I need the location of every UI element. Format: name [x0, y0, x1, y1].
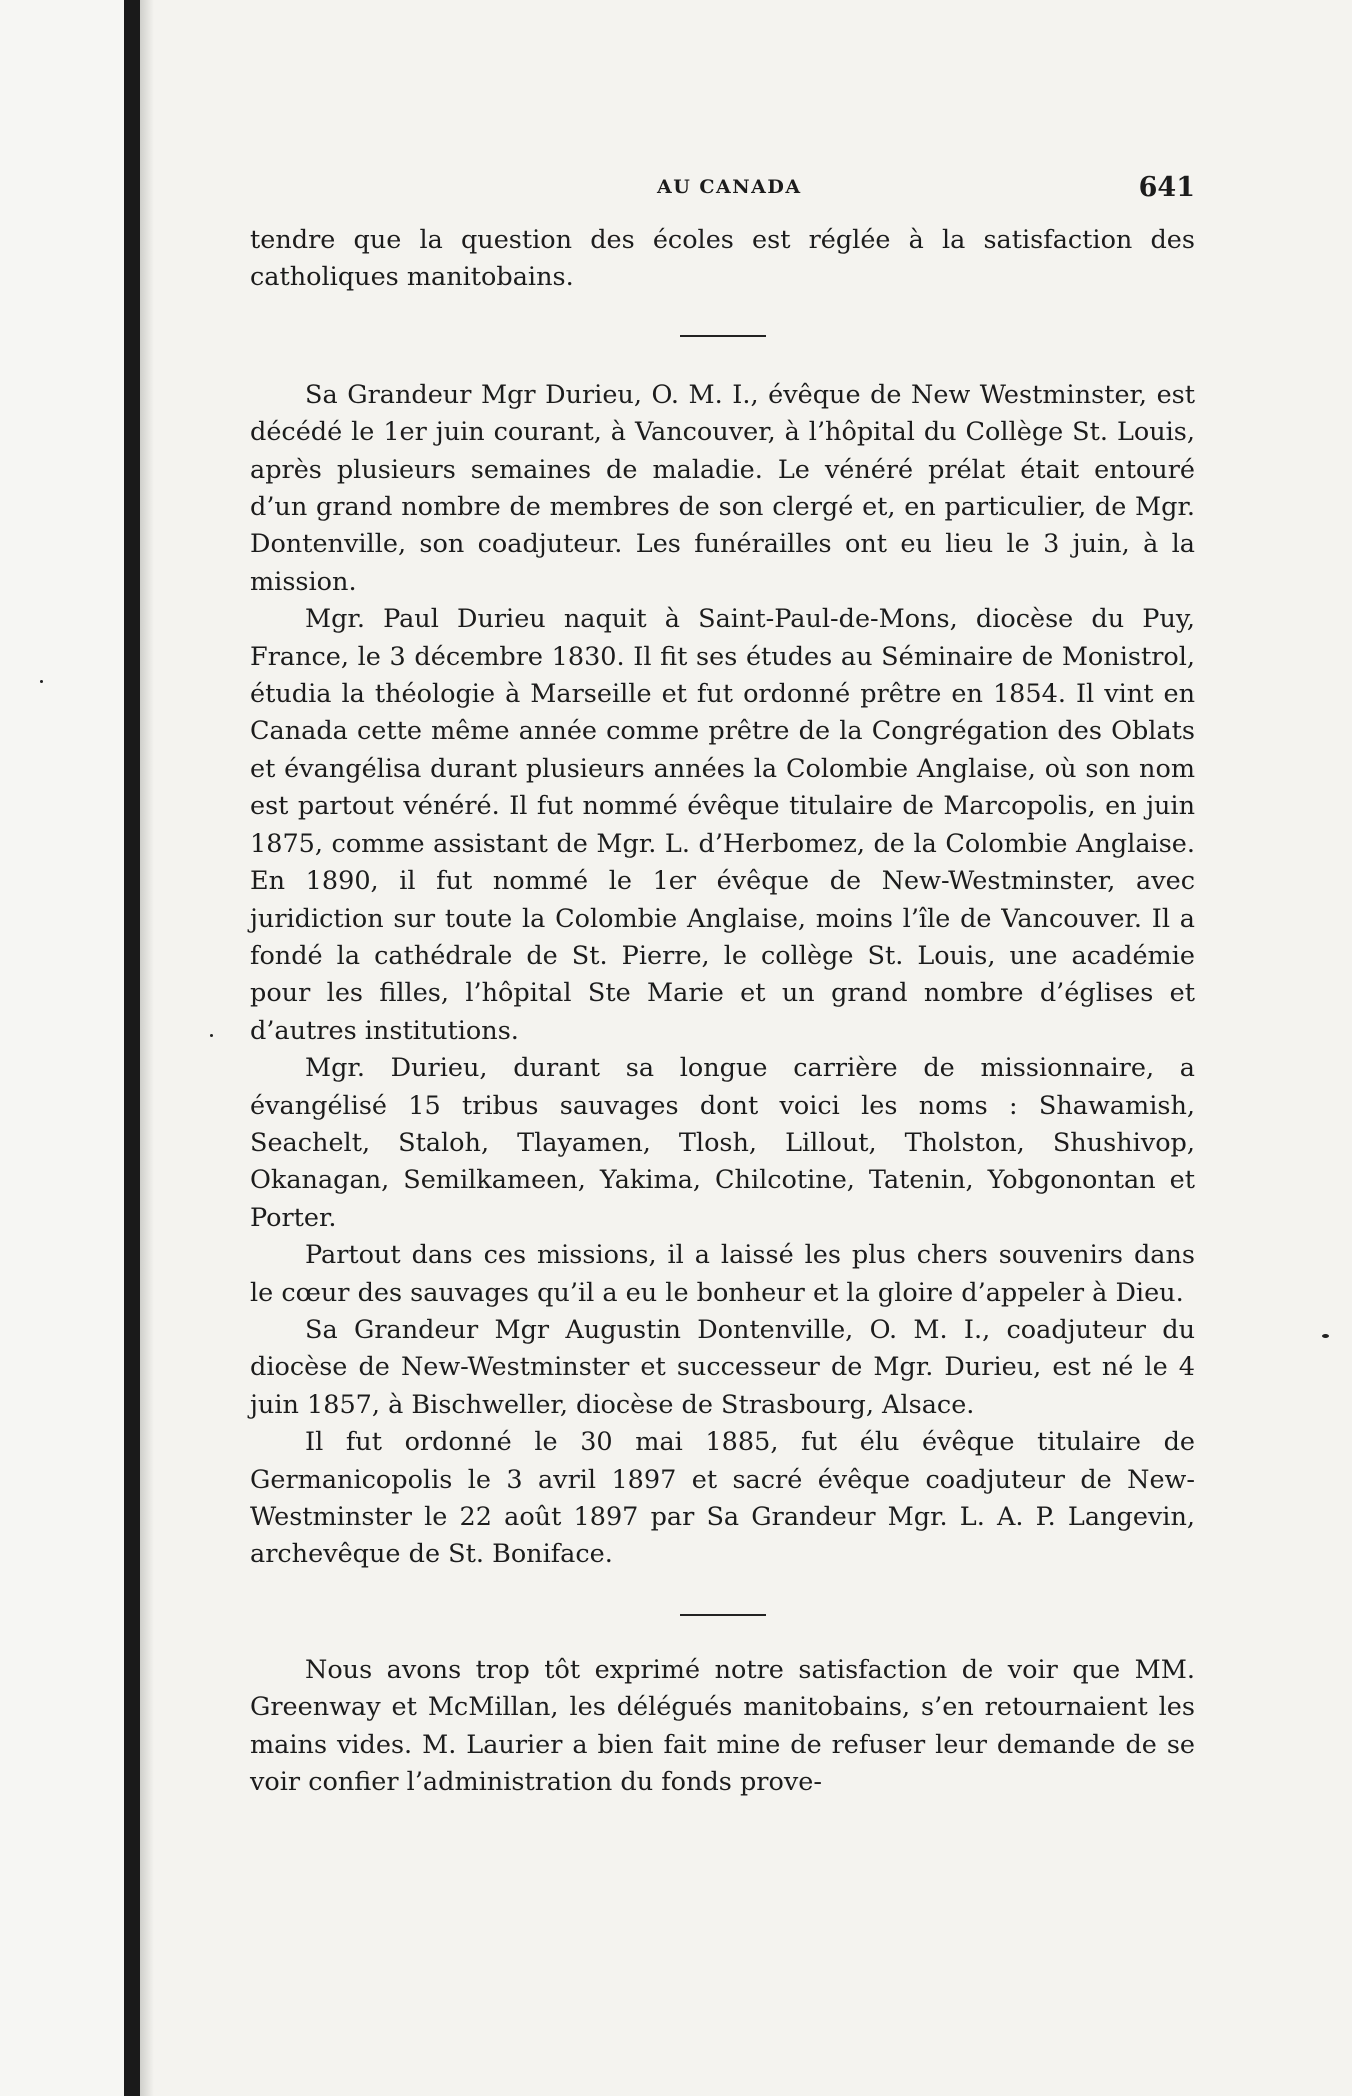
scan-speck [1322, 1334, 1329, 1338]
section-separator [680, 335, 766, 337]
paragraph-durieu-biography: Mgr. Paul Durieu naquit à Saint-Paul-de-Mons, diocèse du Puy, France, le 3 décembre 1830. Il fit ses études au Séminaire de Monistrol, étudia la théologie à Marseille et fut ordonné prêtre en 1854. Il vint en Canada cette même année comme prêtre de la Congrégation des Oblats et évangélisa durant plusieurs années la Colombie Anglaise, où son nom est partout vénéré. Il fut nommé évêque titulaire de Marcopolis, en juin 1875, comme assistant de Mgr. L. d’Herbomez, de la Colombie Anglaise. En 1890, il fut nommé le 1er évêque de New-Westminster, avec juridiction sur toute la Colombie Anglaise, moins l’île de Vancouver. Il a fondé la cathédrale de St. Pierre, le collège St. Louis, une académie pour les filles, l’hôpital Ste Marie et un grand nombre d’églises et d’autres institutions. [250, 604, 1195, 1046]
scan-speck [210, 1034, 213, 1037]
running-head [250, 168, 1195, 208]
paragraph-tribes: Mgr. Durieu, durant sa longue carrière de missionnaire, a évangélisé 15 tribus sauvages dont voici les noms : Shawamish, Seachelt, Staloh, Tlayamen, Tlosh, Lillout, Tholston, Shushivop, Okanagan, Semilkameen, Yakima, Chilcotine, Tatenin, Yobgonontan et Porter. [250, 1053, 1195, 1233]
section-separator [680, 1614, 766, 1616]
paragraph-dontenville: Sa Grandeur Mgr Augustin Dontenville, O. M. I., coadjuteur du diocèse de New-Westminster et successeur de Mgr. Durieu, est né le 4 juin 1857, à Bischweller, diocèse de Strasbourg, Alsace. [250, 1314, 1195, 1420]
paragraph-souvenirs: Partout dans ces missions, il a laissé les plus chers souvenirs dans le cœur des sauvages qu’il a eu le bonheur et la gloire d’appeler à Dieu. [250, 1240, 1195, 1308]
paragraph-manitoba-delegates: Nous avons trop tôt exprimé notre satisfaction de voir que MM. Greenway et McMillan, les délégués manitobains, s’en retournaient les mains vides. M. Laurier a bien fait mine de refuser leur demande de se voir confier l’administration du fonds prove- [250, 1654, 1195, 1798]
paragraph-continuation: tendre que la question des écoles est réglée à la satisfaction des catholiques manitobains. [250, 225, 1195, 293]
gutter-shadow [140, 0, 154, 2096]
paragraph-durieu-death: Sa Grandeur Mgr Durieu, O. M. I., évêque de New Westminster, est décédé le 1er juin courant, à Vancouver, à l’hôpital du Collège St. Louis, après plusieurs semaines de maladie. Le vénéré prélat était entouré d’un grand nombre de membres de son clergé et, en particulier, de Mgr. Dontenville, son coadjuteur. Les funérailles ont eu lieu le 3 juin, à la mission. [250, 379, 1195, 597]
facing-page-margin [0, 0, 124, 2096]
book-binding-edge [124, 0, 140, 2096]
page-number: 641 [1138, 172, 1195, 203]
running-title: AU CANADA [657, 176, 802, 198]
paragraph-dontenville-ordination: Il fut ordonné le 30 mai 1885, fut élu évêque titulaire de Germanicopolis le 3 avril 1897 et sacré évêque coadjuteur de New-Westminster le 22 août 1897 par Sa Grandeur Mgr. L. A. P. Langevin, archevêque de St. Boniface. [250, 1427, 1195, 1570]
scan-speck [40, 680, 43, 683]
book-page [250, 168, 1195, 1801]
